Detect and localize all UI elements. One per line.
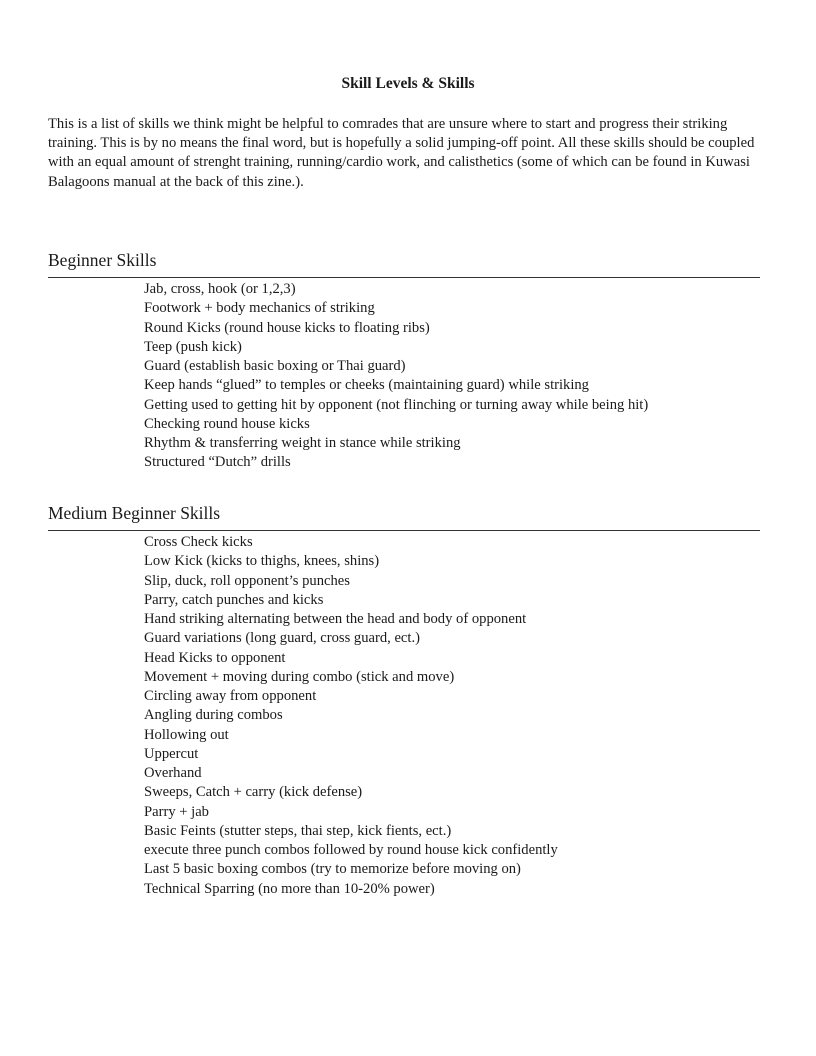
list-item: Parry + jab (144, 803, 209, 820)
list-item: Footwork + body mechanics of striking (144, 300, 375, 317)
list-item: Technical Sparring (no more than 10-20% power) (144, 880, 435, 897)
list-item: Checking round house kicks (144, 415, 310, 432)
list-item: Movement + moving during combo (stick and move) (144, 668, 455, 685)
list-item: Basic Feints (stutter steps, thai step, kick fients, ect.) (144, 822, 452, 839)
section-divider (48, 277, 760, 278)
section-heading: Beginner Skills (48, 250, 157, 270)
list-item: Head Kicks to opponent (144, 649, 286, 666)
list-item: Circling away from opponent (144, 688, 317, 704)
list-item: Keep hands “glued” to temples or cheeks (maintaining guard) while striking (144, 377, 589, 394)
skill-list (48, 533, 760, 899)
list-item: Angling during combos (144, 707, 283, 724)
list-item: execute three punch combos followed by round house kick confidently (144, 842, 558, 858)
page-title: Skill Levels & Skills (341, 75, 475, 92)
list-item: Guard (establish basic boxing or Thai guard) (144, 358, 406, 374)
list-item: Guard variations (long guard, cross guard, ect.) (144, 630, 420, 647)
list-item: Parry, catch punches and kicks (144, 591, 324, 608)
list-item: Uppercut (144, 745, 199, 762)
section-medium-beginner-skills (48, 502, 760, 899)
section-divider (48, 530, 760, 531)
list-item: Structured “Dutch” drills (144, 454, 291, 471)
list-item: Overhand (144, 765, 202, 781)
list-item: Slip, duck, roll opponent’s punches (144, 572, 350, 589)
list-item: Jab, cross, hook (or 1,2,3) (144, 281, 296, 297)
list-item: Sweeps, Catch + carry (kick defense) (144, 784, 363, 801)
section-beginner-skills (48, 249, 760, 473)
list-item: Cross Check kicks (144, 534, 253, 550)
list-item: Rhythm & transferring weight in stance while striking (144, 435, 461, 451)
list-item: Hollowing out (144, 726, 229, 743)
section-heading: Medium Beginner Skills (48, 503, 221, 523)
list-item: Getting used to getting hit by opponent (not flinching or turning away while being hit) (144, 396, 649, 413)
list-item: Last 5 basic boxing combos (try to memorize before moving on) (144, 861, 521, 878)
skill-list (48, 280, 760, 473)
list-item: Round Kicks (round house kicks to floating ribs) (144, 319, 430, 336)
intro-paragraph: This is a list of skills we think might be helpful to comrades that are unsure where to start and progress their striking training. This is by no means the final word, but is hopefully a solid jumping-off point. All these skills should be coupled with an equal amount of strenght training, running/cardio work, and calisthetics (some of which can be found in Kuwasi Balagoons manual at the back of this zine.). (48, 116, 755, 190)
list-item: Teep (push kick) (144, 338, 242, 355)
list-item: Low Kick (kicks to thighs, knees, shins) (144, 553, 380, 570)
list-item: Hand striking alternating between the head and body of opponent (144, 611, 527, 627)
